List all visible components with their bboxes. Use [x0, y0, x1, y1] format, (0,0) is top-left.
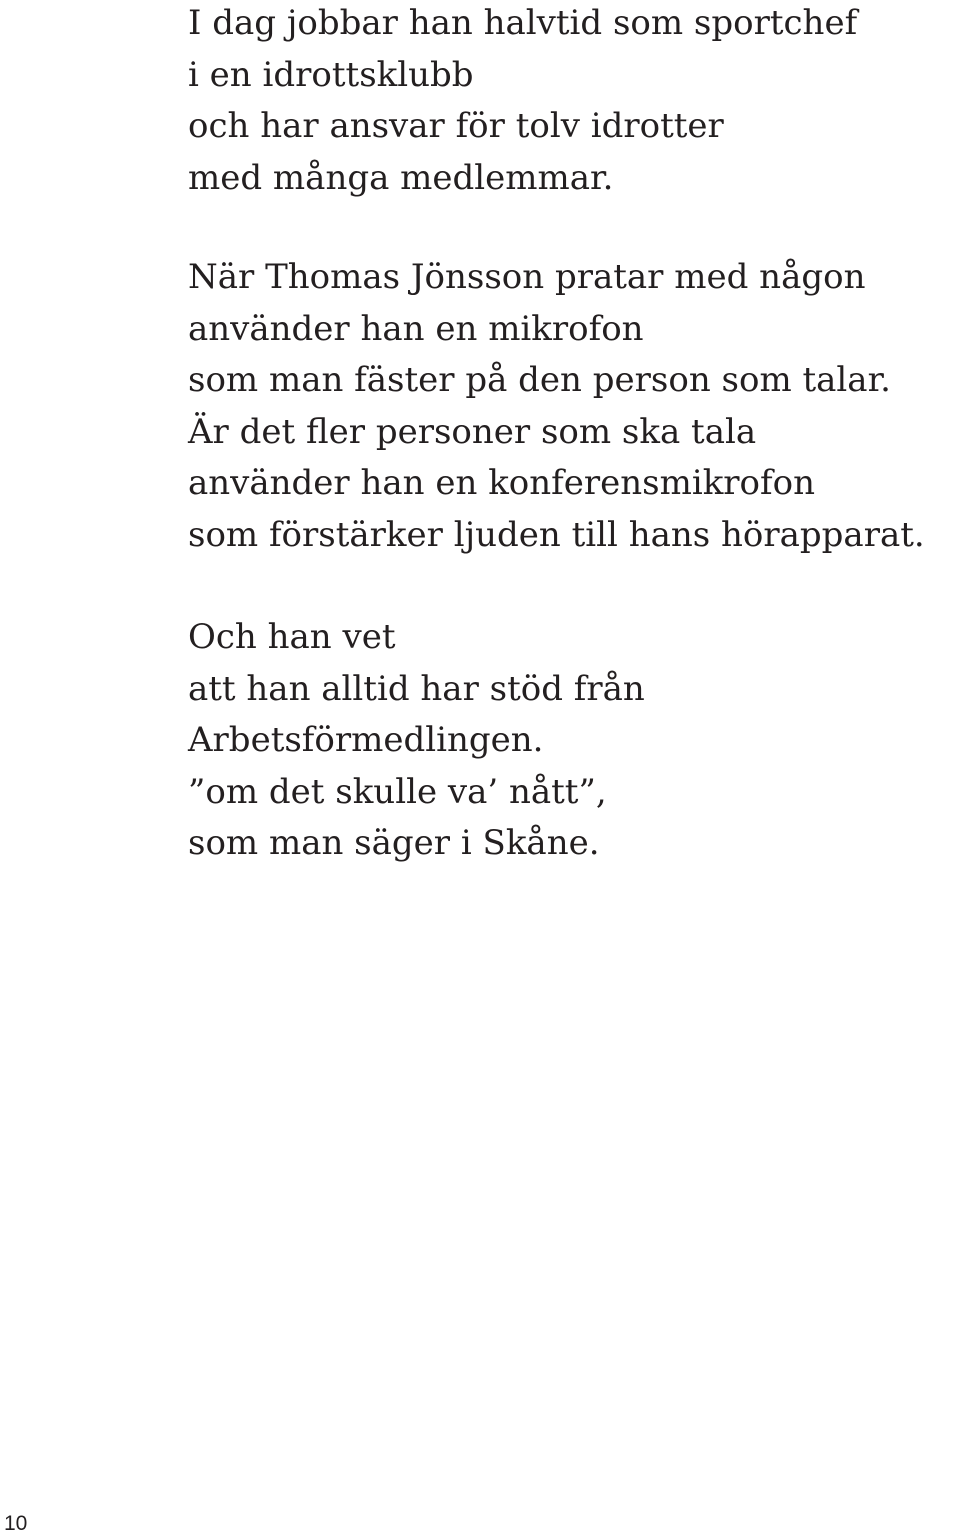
paragraph-3	[188, 612, 645, 870]
text-line: När Thomas Jönsson pratar med någon	[188, 257, 866, 297]
text-line: som förstärker ljuden till hans hörapparat.	[188, 514, 925, 555]
text-line: Är det fler personer som ska tala	[188, 411, 757, 452]
paragraph-2	[188, 252, 925, 562]
text-line: ”om det skulle va’ nått”,	[188, 771, 607, 812]
text-line: I dag jobbar han halvtid som sportchef	[188, 3, 858, 43]
paragraph-1	[188, 0, 857, 204]
text-line: Arbetsförmedlingen.	[188, 720, 544, 761]
text-line: att han alltid har stöd från	[188, 668, 645, 709]
text-line: använder han en mikrofon	[188, 308, 644, 349]
text-line: med många medlemmar.	[188, 157, 614, 198]
text-line: i en idrottsklubb	[188, 54, 474, 95]
page-number: 10	[4, 1512, 28, 1535]
text-line: använder han en konferensmikrofon	[188, 463, 815, 504]
text-line: och har ansvar för tolv idrotter	[188, 106, 724, 147]
text-line: som man säger i Skåne.	[188, 823, 600, 864]
text-line: som man fäster på den person som talar.	[188, 360, 891, 401]
text-line: Och han vet	[188, 617, 396, 657]
